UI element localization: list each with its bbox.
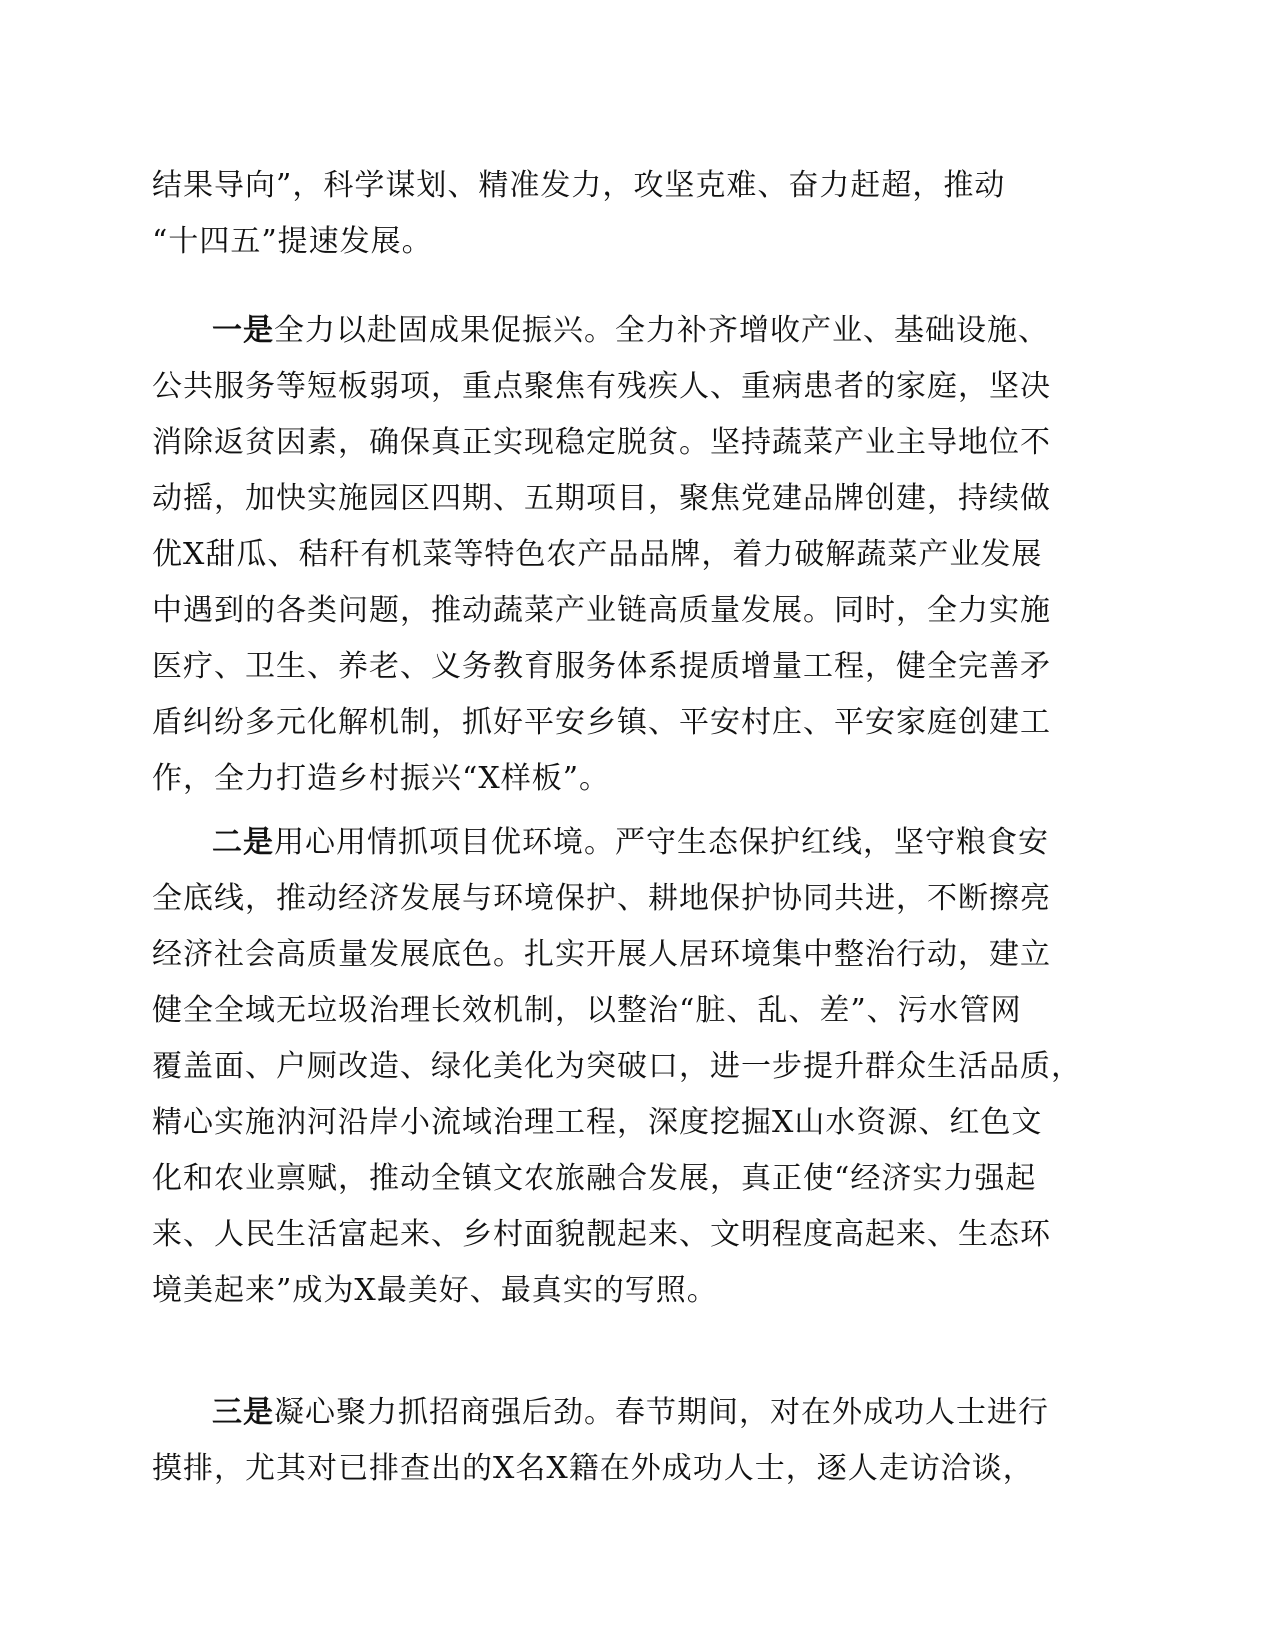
continuation-paragraph [152,158,1132,270]
text-line: 化和农业禀赋，推动全镇文农旅融合发展，真正使“经济实力强起 [152,1161,1037,1196]
first-line-text: 用心用情抓项目优环境。严守生态保护红线，坚守粮食安 [274,825,1049,860]
section-three-paragraph [152,1385,1132,1497]
section-lead: 二是 [212,825,274,860]
section-one-paragraph [152,303,1132,807]
first-line-text: 全力以赴固成果促振兴。全力补齐增收产业、基础设施、 [274,313,1049,348]
text-line: 经济社会高质量发展底色。扎实开展人居环境集中整治行动，建立 [152,937,1051,972]
text-line: 优X甜瓜、秸秆有机菜等特色农产品品牌，着力破解蔬菜产业发展 [152,537,1043,572]
section-two-paragraph [152,815,1132,1319]
first-line [152,1385,1132,1441]
text-line: 消除返贫因素，确保真正实现稳定脱贫。坚持蔬菜产业主导地位不 [152,425,1051,460]
text-line: 来、人民生活富起来、乡村面貌靓起来、文明程度高起来、生态环 [152,1217,1051,1252]
text-line: 全底线，推动经济发展与环境保护、耕地保护协同共进，不断擦亮 [152,881,1051,916]
first-line [152,303,1132,359]
text-line: 精心实施汭河沿岸小流域治理工程，深度挖掘X山水资源、红色文 [152,1105,1043,1140]
text-line: 结果导向”，科学谋划、精准发力，攻坚克难、奋力赶超，推动 [152,168,1006,203]
text-line: 作，全力打造乡村振兴“X样板”。 [152,761,611,796]
first-line [152,815,1132,871]
text-line: “十四五”提速发展。 [152,224,433,259]
text-line: 动摇，加快实施园区四期、五期项目，聚焦党建品牌创建，持续做 [152,481,1051,516]
text-line: 盾纠纷多元化解机制，抓好平安乡镇、平安村庄、平安家庭创建工 [152,705,1051,740]
text-line: 公共服务等短板弱项，重点聚焦有残疾人、重病患者的家庭，坚决 [152,369,1051,404]
text-line: 境美起来”成为X最美好、最真实的写照。 [152,1273,718,1308]
text-line: 医疗、卫生、养老、义务教育服务体系提质增量工程，健全完善矛 [152,649,1051,684]
section-lead: 三是 [212,1395,274,1430]
section-lead: 一是 [212,313,274,348]
first-line-text: 凝心聚力抓招商强后劲。春节期间，对在外成功人士进行 [274,1395,1049,1430]
text-line: 摸排，尤其对已排查出的X名X籍在外成功人士，逐人走访洽谈， [152,1451,1034,1486]
text-line: 覆盖面、户厕改造、绿化美化为突破口，进一步提升群众生活品质， [152,1049,1082,1084]
text-line: 中遇到的各类问题，推动蔬菜产业链高质量发展。同时，全力实施 [152,593,1051,628]
text-line: 健全全域无垃圾治理长效机制，以整治“脏、乱、差”、污水管网 [152,993,1022,1028]
